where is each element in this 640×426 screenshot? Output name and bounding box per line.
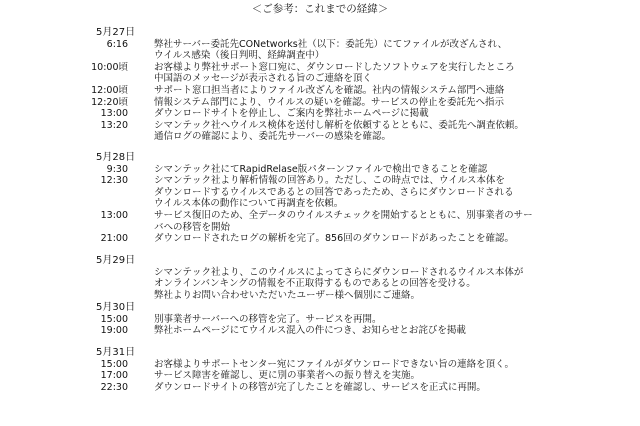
event-time: 17:00 [100, 370, 128, 382]
timeline-row [80, 97, 640, 108]
event-description: お客様よりサポートセンター宛にファイルがダウンロードできない旨の連絡を頂く。 [154, 358, 514, 370]
event-time: 19:00 [100, 325, 128, 337]
timeline-row [80, 198, 640, 209]
event-time: 12:20頃 [91, 96, 128, 108]
timeline-row [80, 187, 640, 198]
timeline-row [80, 325, 640, 336]
event-description: 情報システム部門により、ウイルスの疑いを確認。サービスの停止を委託先へ指示 [154, 96, 504, 108]
event-description: ダウンロードサイトの移管が完了したことを確認し、サービスを正式に再開。 [154, 381, 486, 393]
timeline-row [80, 314, 640, 325]
event-description: シマンテック社へウイルス検体を送付し解析を依頼するとともに、委託先へ調査依頼。 [154, 119, 524, 131]
page-title: ＜ご参考：これまでの経緯＞ [251, 3, 389, 15]
event-time: 21:00 [100, 233, 128, 245]
timeline-row [80, 267, 640, 278]
event-description: 弊社よりお問い合わせいただいたユーザー様へ個別にご連絡。 [154, 289, 421, 301]
timeline-row [80, 290, 640, 301]
timeline-row [80, 62, 640, 73]
event-description: シマンテック社より、このウイルスによってさらにダウンロードされるウイルス本体が [154, 266, 524, 278]
event-description: ダウンロードサイトを停止し、ご案内を弊社ホームページに掲載 [154, 108, 429, 120]
event-description: シマンテック社より解析情報の回答あり。ただし、この時点では、ウイルス本体を [154, 175, 505, 187]
event-description: サービス復旧のため、全データのウイルスチェックを開始するとともに、別事業者のサー [154, 209, 533, 221]
timeline-row [80, 108, 640, 119]
event-time: 9:30 [106, 163, 128, 175]
event-description: ダウンロードするウイルスであるとの回答であったため、さらにダウンロードされる [154, 186, 514, 198]
event-description: 別事業者サーバーへの移管を完了。サービスを再開。 [154, 313, 382, 325]
date-heading: 5月31日 [96, 347, 136, 358]
timeline-row [80, 120, 640, 131]
timeline-row [80, 359, 640, 370]
timeline-row [80, 73, 640, 84]
timeline-row [80, 85, 640, 96]
event-description: ウイルス感染（後日判明、経緯調査中） [154, 50, 325, 62]
event-description: サポート窓口担当者によりファイル改ざんを確認。社内の情報システム部門へ連絡 [154, 84, 505, 96]
event-description: シマンテック社にてRapidRelase版パターンファイルで検出できることを確認 [154, 163, 488, 175]
event-description: サービス障害を確認し、更に別の事業者への振り替えを実施。 [154, 370, 421, 382]
timeline-row [80, 278, 640, 289]
event-time: 13:00 [100, 209, 128, 221]
timeline-row [80, 370, 640, 381]
date-heading: 5月27日 [96, 27, 136, 38]
event-description: ダウンロードされたログの解析を完了。856回のダウンロードがあったことを確認。 [154, 233, 515, 245]
event-description: 弊社ホームページにてウイルス混入の件につき、お知らせとお詫びを掲載 [154, 325, 466, 337]
date-heading: 5月28日 [96, 152, 136, 163]
timeline-row [80, 50, 640, 61]
event-description: 通信ログの確認により、委託先サーバーの感染を確認。 [154, 131, 392, 143]
timeline-row [80, 382, 640, 393]
event-time: 22:30 [100, 381, 128, 393]
event-description: オンラインバンキングの情報を不正取得するものであるとの回答を受ける。 [154, 278, 476, 290]
event-description: お客様より弊社サポート窓口宛に、ダウンロードしたソフトウェアを実行したところ [154, 61, 515, 73]
timeline-row [80, 233, 640, 244]
timeline-row [80, 39, 640, 50]
event-description: バへの移管を開始 [154, 221, 231, 233]
event-time: 12:30 [100, 175, 128, 187]
timeline-row [80, 164, 640, 175]
event-time: 10:00頃 [91, 61, 128, 73]
event-description: 中国語のメッセージが表示される旨のご連絡を頂く [154, 73, 372, 85]
event-description: ウイルス本体の動作について再調査を依頼。 [154, 198, 344, 210]
event-time: 6:16 [106, 38, 128, 50]
timeline-row [80, 175, 640, 186]
event-time: 15:00 [100, 358, 128, 370]
date-heading: 5月30日 [96, 302, 136, 313]
event-time: 12:00頃 [91, 84, 128, 96]
timeline-row [80, 131, 640, 142]
event-time: 15:00 [100, 313, 128, 325]
timeline-row [80, 222, 640, 233]
event-time: 13:20 [100, 119, 128, 131]
event-time: 13:00 [100, 108, 128, 120]
timeline-row [80, 210, 640, 221]
date-heading: 5月29日 [96, 255, 136, 266]
event-description: 弊社サーバー委託先CONetworks社（以下：委託先）にてファイルが改ざんされ、 [154, 38, 508, 50]
